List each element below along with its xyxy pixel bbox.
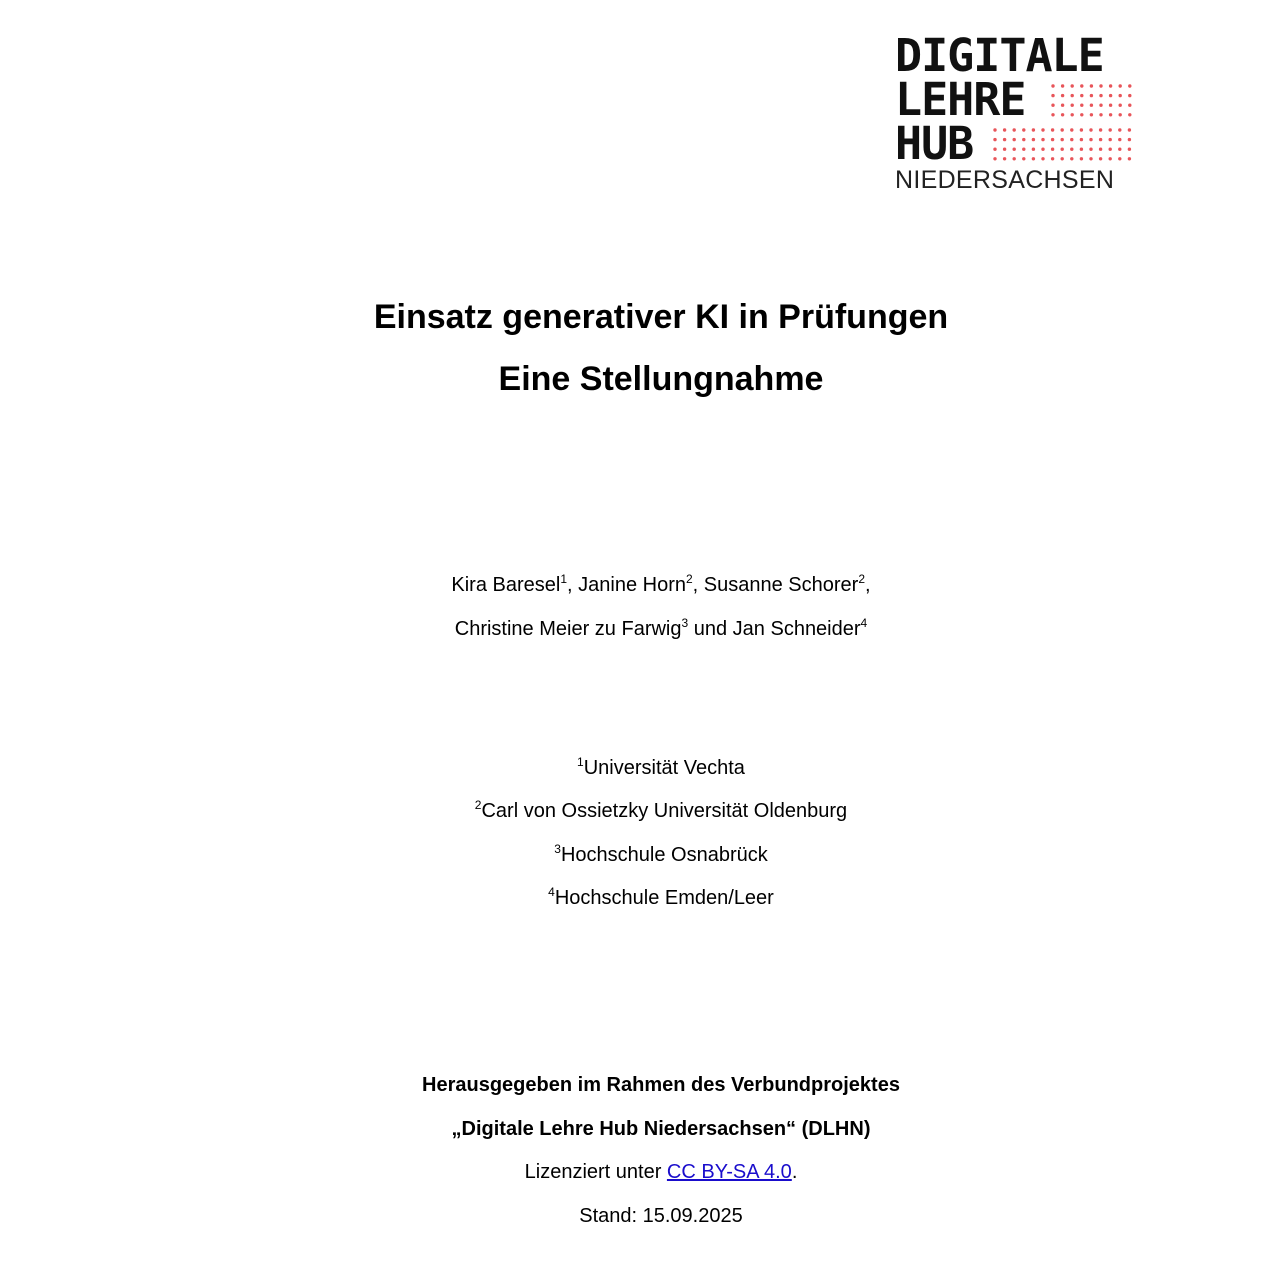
author-name: Susanne Schorer: [703, 574, 859, 596]
logo-dot: [1128, 84, 1131, 87]
logo-dot: [1013, 148, 1016, 151]
logo-dot: [1022, 128, 1025, 131]
author-separator: und: [688, 618, 733, 640]
document-title: Einsatz generativer KI in Prüfungen: [373, 298, 949, 336]
affiliation-item: [0, 842, 1280, 870]
publisher-statement: Herausgegeben im Rahmen des Verbundprojektes: [422, 1074, 900, 1096]
logo-dot: [1080, 94, 1083, 97]
logo-dot: [1090, 104, 1093, 107]
logo-dot: [1070, 128, 1073, 131]
author-name: Christine Meier zu Farwig: [454, 618, 682, 640]
logo-dot: [1041, 157, 1044, 160]
logo-dot: [1061, 113, 1064, 116]
logo-dot: [1118, 148, 1121, 151]
logo-dot: [1099, 128, 1102, 131]
license-prefix: Lizenziert unter: [524, 1161, 667, 1183]
logo-dot: [1109, 104, 1112, 107]
logo-dot: [1109, 138, 1112, 141]
logo-dot: [1061, 94, 1064, 97]
logo-dot: [1051, 94, 1054, 97]
logo-dot: [1041, 148, 1044, 151]
logo-dot: [1080, 104, 1083, 107]
logo-dot: [1003, 138, 1006, 141]
logo-dot: [1128, 128, 1131, 131]
logo-dot: [1032, 148, 1035, 151]
author-name: Janine Horn: [578, 574, 686, 596]
affiliation-name: Hochschule Emden/Leer: [554, 887, 774, 909]
logo-dot: [1128, 94, 1131, 97]
logo-dot: [1051, 113, 1054, 116]
affiliation-marker: 4: [548, 885, 555, 899]
logo-dot: [1061, 84, 1064, 87]
logo-dot: [1051, 157, 1054, 160]
logo-dot: [1041, 138, 1044, 141]
logo-dot: [1128, 113, 1131, 116]
logo-dot: [993, 157, 996, 160]
author-affiliation-marker: 2: [685, 572, 693, 586]
logo-dot: [1032, 157, 1035, 160]
logo-dot: [1109, 128, 1112, 131]
author-separator: ,: [865, 574, 871, 596]
logo-dot: [1051, 104, 1054, 107]
authors-line-1: [0, 572, 1280, 600]
logo-dot: [1099, 157, 1102, 160]
logo-dot: [1061, 128, 1064, 131]
logo-dot: [1071, 104, 1074, 107]
logo-dot: [1099, 138, 1102, 141]
author-name: Kira Baresel: [451, 574, 561, 596]
logo-dot: [1099, 84, 1102, 87]
license-line: [0, 1159, 1280, 1185]
logo-dot: [1119, 94, 1122, 97]
logo-dot: [1089, 157, 1092, 160]
logo-dot: [1099, 104, 1102, 107]
affiliation-item: [0, 798, 1280, 826]
logo-dot: [1109, 157, 1112, 160]
logo-dot: [1051, 148, 1054, 151]
logo-dot: [1013, 128, 1016, 131]
logo-dot: [1109, 84, 1112, 87]
affiliation-marker: 3: [554, 842, 561, 856]
logo-dot: [1080, 157, 1083, 160]
document-date: Stand: 15.09.2025: [579, 1205, 743, 1227]
logo-dot: [1022, 157, 1025, 160]
logo-dot: [1090, 84, 1093, 87]
logo-dot: [1070, 157, 1073, 160]
logo-dot: [1003, 148, 1006, 151]
authors-line-2: [0, 616, 1280, 644]
logo-dot: [1061, 104, 1064, 107]
logo-dot: [993, 138, 996, 141]
logo-word-digitale: DIGITALE: [895, 29, 1104, 82]
logo-word-niedersachsen: NIEDERSACHSEN: [895, 166, 1115, 194]
logo-dot: [1022, 148, 1025, 151]
logo-dot: [1119, 84, 1122, 87]
logo-dot: [1080, 128, 1083, 131]
logo-dot: [1118, 157, 1121, 160]
author-affiliation-marker: 3: [681, 616, 689, 630]
logo-dot: [1003, 157, 1006, 160]
logo-dot: [1080, 148, 1083, 151]
logo-dot: [1109, 94, 1112, 97]
affiliation-item: [0, 885, 1280, 913]
logo-dot: [1118, 138, 1121, 141]
affiliation-item: [0, 755, 1280, 783]
logo-dot: [1128, 104, 1131, 107]
logo-dot: [1070, 148, 1073, 151]
logo-dot: [993, 128, 996, 131]
license-link[interactable]: CC BY-SA 4.0: [666, 1161, 792, 1183]
logo-dot: [1119, 104, 1122, 107]
logo-dot: [1003, 128, 1006, 131]
logo-dot: [1128, 138, 1131, 141]
logo-dot: [1080, 84, 1083, 87]
logo-dot: [1128, 157, 1131, 160]
logo-dot: [1090, 113, 1093, 116]
author-affiliation-marker: 2: [858, 572, 866, 586]
author-affiliation-marker: 4: [860, 616, 868, 630]
logo-word-lehre: LEHRE: [895, 73, 1026, 126]
project-name: „Digitale Lehre Hub Niedersachsen“ (DLHN): [451, 1118, 871, 1140]
logo-dot: [1109, 148, 1112, 151]
affiliation-name: Hochschule Osnabrück: [560, 844, 768, 866]
logo-dot: [1071, 94, 1074, 97]
author-affiliation-marker: 1: [560, 572, 568, 586]
author-separator: ,: [692, 574, 704, 596]
logo-dot: [1051, 138, 1054, 141]
logo-dot: [1013, 157, 1016, 160]
affiliation-name: Universität Vechta: [583, 757, 745, 779]
document-subtitle: Eine Stellungnahme: [498, 360, 824, 398]
logo-dot: [1128, 148, 1131, 151]
affiliation-marker: 2: [474, 798, 482, 812]
logo-dot: [1090, 94, 1093, 97]
logo-dot: [1080, 113, 1083, 116]
logo-dot: [1118, 128, 1121, 131]
logo-dot: [1051, 128, 1054, 131]
logo-dot: [1061, 138, 1064, 141]
logo-dot: [1022, 138, 1025, 141]
logo-dot: [1032, 138, 1035, 141]
logo-dot: [993, 148, 996, 151]
license-suffix: .: [791, 1161, 798, 1183]
logo-dot: [1071, 113, 1074, 116]
affiliation-name: Carl von Ossietzky Universität Oldenburg: [481, 800, 848, 822]
author-name: Jan Schneider: [732, 618, 861, 640]
logo-dot: [1041, 128, 1044, 131]
logo-dot: [1089, 128, 1092, 131]
logo-dot: [1080, 138, 1083, 141]
logo-dot: [1070, 138, 1073, 141]
dlhn-logo: [893, 29, 1133, 194]
logo-dot: [1099, 148, 1102, 151]
logo-dot: [1109, 113, 1112, 116]
logo-word-hub: HUB: [895, 117, 974, 170]
logo-dot: [1013, 138, 1016, 141]
logo-dot: [1099, 113, 1102, 116]
logo-dot: [1099, 94, 1102, 97]
logo-dot: [1119, 113, 1122, 116]
affiliation-marker: 1: [577, 755, 584, 769]
logo-dot: [1032, 128, 1035, 131]
author-separator: ,: [567, 574, 579, 596]
logo-dot: [1089, 138, 1092, 141]
logo-dot: [1051, 84, 1054, 87]
logo-dot: [1089, 148, 1092, 151]
logo-dot: [1061, 148, 1064, 151]
logo-dot: [1071, 84, 1074, 87]
logo-dot: [1061, 157, 1064, 160]
